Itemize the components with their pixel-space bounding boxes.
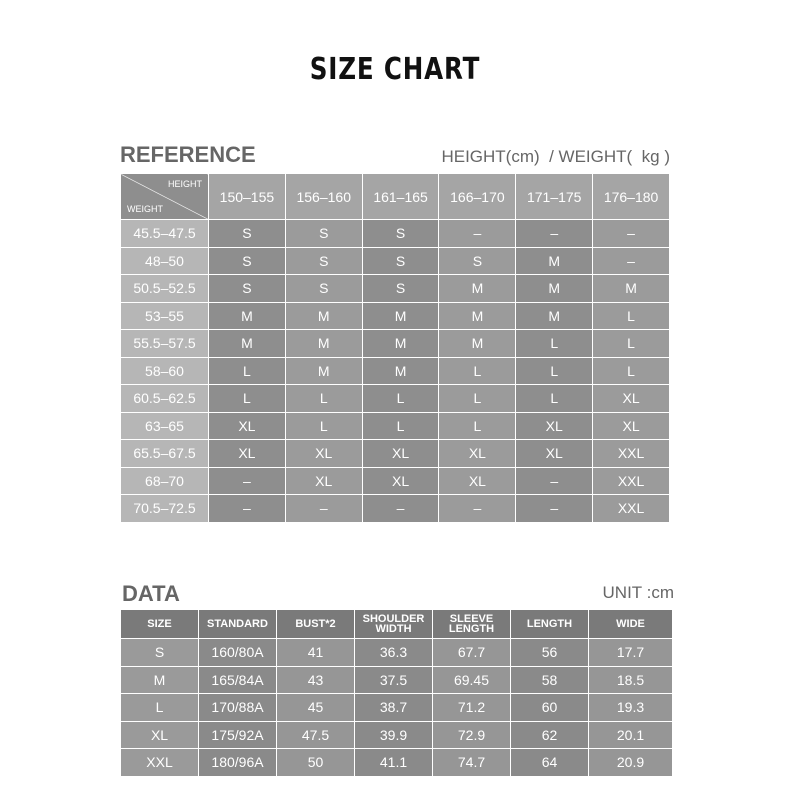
size-cell: L — [516, 385, 593, 413]
reference-row — [121, 385, 670, 413]
weight-cell: 70.5–72.5 — [121, 495, 209, 523]
size-cell: L — [439, 412, 516, 440]
size-cell: L — [209, 357, 286, 385]
measurement-table — [120, 609, 673, 777]
data-row — [121, 639, 673, 667]
reference-row — [121, 220, 670, 248]
data-value-cell: 37.5 — [355, 666, 433, 694]
size-cell: XL — [593, 385, 670, 413]
size-cell: – — [285, 495, 362, 523]
size-cell: XL — [362, 440, 439, 468]
data-row — [121, 749, 673, 777]
reference-size-table — [120, 173, 670, 523]
size-cell: XL — [209, 412, 286, 440]
size-cell: M — [285, 302, 362, 330]
size-cell: XL — [439, 467, 516, 495]
size-cell: M — [362, 357, 439, 385]
size-cell: M — [362, 302, 439, 330]
size-cell: L — [439, 357, 516, 385]
data-row — [121, 721, 673, 749]
height-header-cell: 150–155 — [209, 174, 286, 220]
size-cell: M — [516, 247, 593, 275]
data-header-cell: SLEEVE LENGTH — [433, 610, 511, 639]
size-cell: XL — [516, 440, 593, 468]
size-cell: XL — [439, 440, 516, 468]
data-value-cell: 17.7 — [589, 639, 673, 667]
size-cell: L — [362, 385, 439, 413]
size-cell: M — [439, 330, 516, 358]
weight-cell: 68–70 — [121, 467, 209, 495]
data-size-cell: XXL — [121, 749, 199, 777]
size-cell: – — [362, 495, 439, 523]
height-header-cell: 161–165 — [362, 174, 439, 220]
reference-row — [121, 275, 670, 303]
data-value-cell: 39.9 — [355, 721, 433, 749]
size-cell: XL — [516, 412, 593, 440]
size-cell: XL — [285, 440, 362, 468]
data-size-cell: S — [121, 639, 199, 667]
reference-row — [121, 330, 670, 358]
data-value-cell: 175/92A — [199, 721, 277, 749]
data-value-cell: 41.1 — [355, 749, 433, 777]
data-value-cell: 160/80A — [199, 639, 277, 667]
weight-cell: 63–65 — [121, 412, 209, 440]
weight-cell: 45.5–47.5 — [121, 220, 209, 248]
size-cell: S — [285, 247, 362, 275]
size-cell: S — [285, 275, 362, 303]
data-value-cell: 56 — [511, 639, 589, 667]
reference-heading: REFERENCE — [120, 142, 256, 167]
data-value-cell: 67.7 — [433, 639, 511, 667]
size-cell: XL — [362, 467, 439, 495]
size-cell: – — [439, 220, 516, 248]
height-header-cell: 176–180 — [593, 174, 670, 220]
weight-cell: 58–60 — [121, 357, 209, 385]
size-cell: – — [209, 495, 286, 523]
size-cell: S — [362, 247, 439, 275]
data-value-cell: 47.5 — [277, 721, 355, 749]
weight-cell: 53–55 — [121, 302, 209, 330]
reference-row — [121, 357, 670, 385]
data-value-cell: 71.2 — [433, 694, 511, 722]
reference-row — [121, 495, 670, 523]
data-row — [121, 666, 673, 694]
data-header-cell: SHOULDER WIDTH — [355, 610, 433, 639]
size-cell: L — [439, 385, 516, 413]
size-cell: M — [362, 330, 439, 358]
data-unit-note: UNIT :cm — [602, 583, 674, 602]
size-cell: L — [593, 357, 670, 385]
size-cell: M — [439, 302, 516, 330]
size-cell: M — [439, 275, 516, 303]
size-cell: XL — [285, 467, 362, 495]
size-cell: M — [209, 302, 286, 330]
data-value-cell: 36.3 — [355, 639, 433, 667]
data-value-cell: 165/84A — [199, 666, 277, 694]
data-value-cell: 50 — [277, 749, 355, 777]
size-cell: – — [439, 495, 516, 523]
size-cell: L — [593, 330, 670, 358]
data-value-cell: 69.45 — [433, 666, 511, 694]
size-cell: XXL — [593, 440, 670, 468]
data-value-cell: 41 — [277, 639, 355, 667]
reference-row — [121, 467, 670, 495]
size-cell: L — [285, 412, 362, 440]
reference-header-row — [121, 174, 670, 220]
size-cell: L — [516, 330, 593, 358]
size-cell: XL — [209, 440, 286, 468]
data-size-cell: M — [121, 666, 199, 694]
data-size-cell: XL — [121, 721, 199, 749]
data-header-cell: STANDARD — [199, 610, 277, 639]
data-header-cell: SIZE — [121, 610, 199, 639]
size-cell: XL — [593, 412, 670, 440]
weight-cell: 50.5–52.5 — [121, 275, 209, 303]
data-heading: DATA — [122, 581, 180, 606]
size-cell: S — [362, 275, 439, 303]
data-value-cell: 58 — [511, 666, 589, 694]
size-cell: M — [209, 330, 286, 358]
data-value-cell: 64 — [511, 749, 589, 777]
reference-unit-note: HEIGHT(cm) / WEIGHT( kg ) — [441, 147, 670, 166]
corner-weight-label: WEIGHT — [127, 204, 163, 214]
data-value-cell: 20.9 — [589, 749, 673, 777]
size-cell: M — [593, 275, 670, 303]
data-value-cell: 43 — [277, 666, 355, 694]
weight-cell: 65.5–67.5 — [121, 440, 209, 468]
data-header-cell: LENGTH — [511, 610, 589, 639]
size-cell: – — [593, 220, 670, 248]
data-value-cell: 62 — [511, 721, 589, 749]
weight-cell: 55.5–57.5 — [121, 330, 209, 358]
size-cell: S — [209, 275, 286, 303]
size-cell: L — [362, 412, 439, 440]
reference-row — [121, 440, 670, 468]
height-header-cell: 156–160 — [285, 174, 362, 220]
size-cell: M — [516, 275, 593, 303]
size-cell: L — [516, 357, 593, 385]
reference-row — [121, 247, 670, 275]
data-row — [121, 694, 673, 722]
data-header-cell: BUST*2 — [277, 610, 355, 639]
size-cell: – — [593, 247, 670, 275]
height-header-cell: 171–175 — [516, 174, 593, 220]
size-cell: S — [285, 220, 362, 248]
size-cell: S — [209, 247, 286, 275]
height-header-cell: 166–170 — [439, 174, 516, 220]
size-cell: L — [209, 385, 286, 413]
size-cell: S — [362, 220, 439, 248]
data-size-cell: L — [121, 694, 199, 722]
size-cell: S — [439, 247, 516, 275]
data-header-row — [121, 610, 673, 639]
data-value-cell: 20.1 — [589, 721, 673, 749]
data-value-cell: 19.3 — [589, 694, 673, 722]
size-cell: XXL — [593, 495, 670, 523]
corner-header-cell — [121, 174, 209, 220]
data-value-cell: 74.7 — [433, 749, 511, 777]
weight-cell: 48–50 — [121, 247, 209, 275]
data-header-cell: WIDE — [589, 610, 673, 639]
page-title: SIZE CHART — [309, 52, 481, 87]
size-cell: – — [516, 467, 593, 495]
size-cell: – — [516, 220, 593, 248]
corner-height-label: HEIGHT — [167, 179, 202, 189]
size-cell: M — [516, 302, 593, 330]
data-value-cell: 170/88A — [199, 694, 277, 722]
size-cell: L — [285, 385, 362, 413]
data-value-cell: 60 — [511, 694, 589, 722]
size-cell: S — [209, 220, 286, 248]
data-value-cell: 180/96A — [199, 749, 277, 777]
size-cell: L — [593, 302, 670, 330]
data-value-cell: 38.7 — [355, 694, 433, 722]
size-cell: XXL — [593, 467, 670, 495]
reference-row — [121, 412, 670, 440]
data-value-cell: 45 — [277, 694, 355, 722]
size-cell: M — [285, 330, 362, 358]
data-value-cell: 18.5 — [589, 666, 673, 694]
size-cell: M — [285, 357, 362, 385]
size-cell: – — [516, 495, 593, 523]
data-value-cell: 72.9 — [433, 721, 511, 749]
weight-cell: 60.5–62.5 — [121, 385, 209, 413]
size-cell: – — [209, 467, 286, 495]
reference-row — [121, 302, 670, 330]
